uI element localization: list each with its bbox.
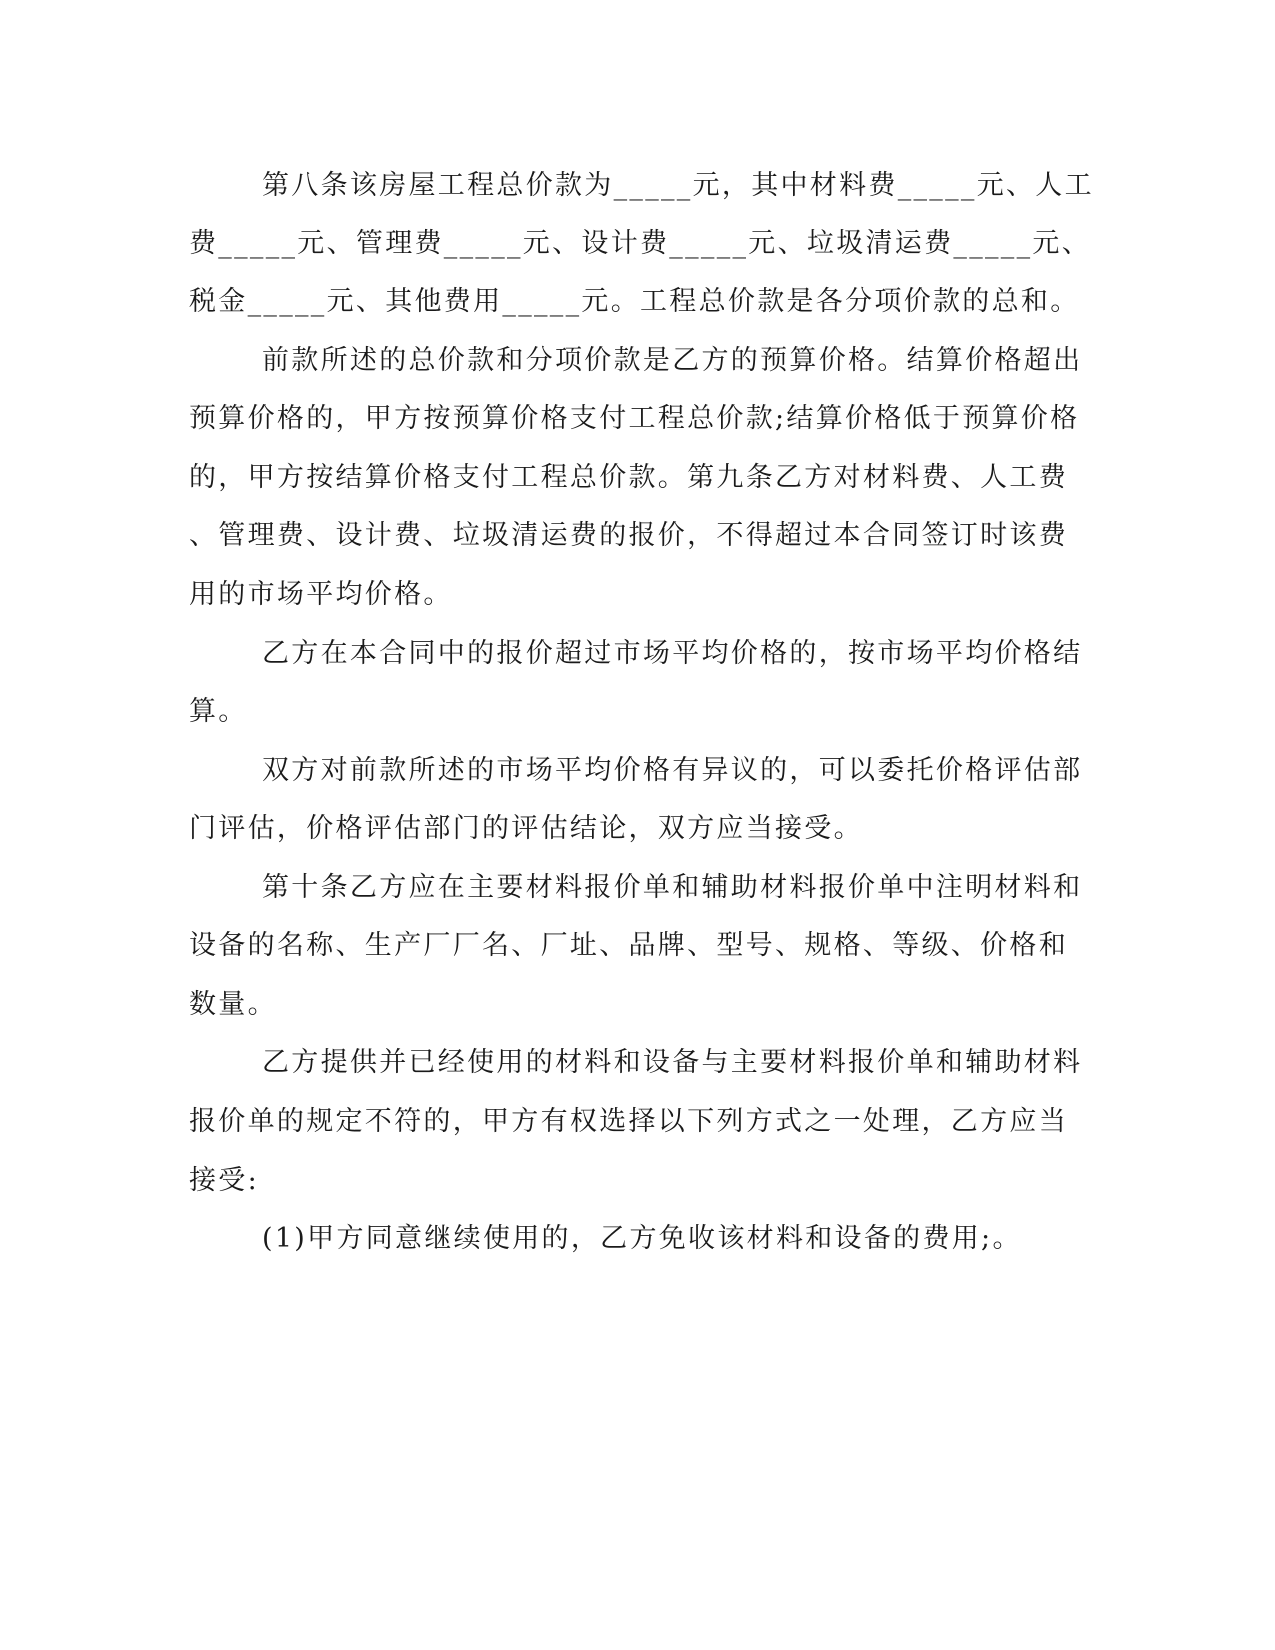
text-line: 数量。: [189, 989, 277, 1020]
text-line: 前款所述的总价款和分项价款是乙方的预算价格。结算价格超出: [262, 345, 1083, 376]
text-line: 税金_____元、其他费用_____元。工程总价款是各分项价款的总和。: [189, 286, 1080, 317]
text-line: 接受:: [189, 1165, 259, 1196]
text-line: 设备的名称、生产厂厂名、厂址、品牌、型号、规格、等级、价格和: [189, 930, 1068, 961]
text-line: 乙方提供并已经使用的材料和设备与主要材料报价单和辅助材料: [262, 1047, 1083, 1078]
text-line: 算。: [189, 696, 248, 727]
text-line: 第八条该房屋工程总价款为_____元，其中材料费_____元、人工: [262, 170, 1094, 201]
text-line: 双方对前款所述的市场平均价格有异议的，可以委托价格评估部: [262, 755, 1083, 786]
text-line: (1)甲方同意继续使用的，乙方免收该材料和设备的费用;。: [262, 1223, 1022, 1254]
text-line: 、管理费、设计费、垃圾清运费的报价，不得超过本合同签订时该费: [189, 520, 1068, 551]
text-line: 乙方在本合同中的报价超过市场平均价格的，按市场平均价格结: [262, 638, 1083, 669]
text-line: 门评估，价格评估部门的评估结论，双方应当接受。: [189, 813, 863, 844]
text-line: 费_____元、管理费_____元、设计费_____元、垃圾清运费_____元、: [189, 228, 1091, 259]
text-line: 第十条乙方应在主要材料报价单和辅助材料报价单中注明材料和: [262, 872, 1083, 903]
text-line: 预算价格的，甲方按预算价格支付工程总价款;结算价格低于预算价格: [189, 403, 1080, 434]
text-line: 报价单的规定不符的，甲方有权选择以下列方式之一处理，乙方应当: [189, 1106, 1068, 1137]
text-line: 的，甲方按结算价格支付工程总价款。第九条乙方对材料费、人工费: [189, 462, 1068, 493]
text-line: 用的市场平均价格。: [189, 579, 453, 610]
